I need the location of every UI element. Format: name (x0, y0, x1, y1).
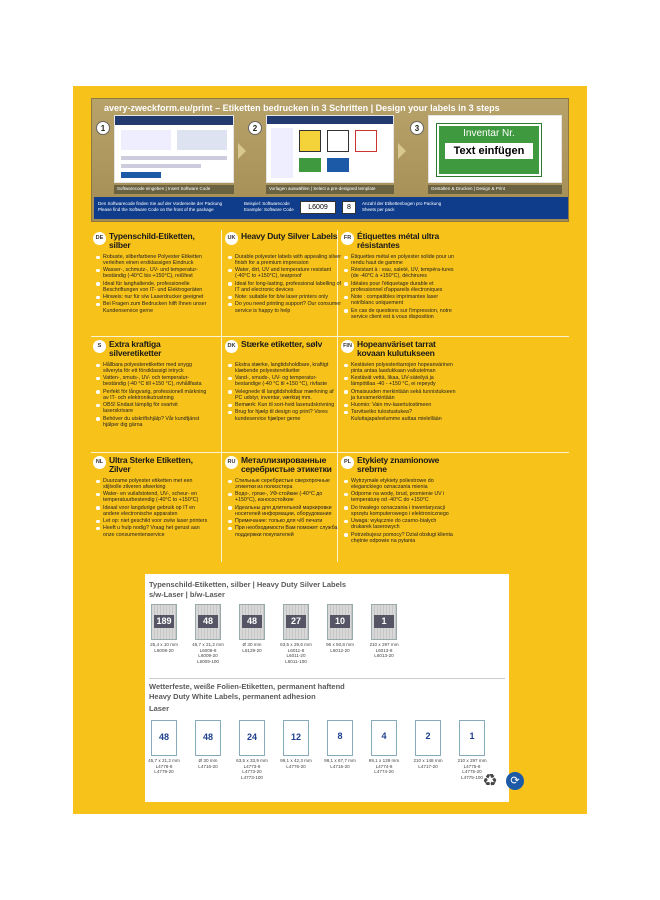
language-badge: DE (93, 232, 106, 245)
label-sheet (239, 720, 265, 756)
list-item: Kestävät vettä, likaa, UV-säteilyä ja lämpötilaa -40 - +150 °C, ei repeydy (343, 375, 457, 387)
list-item: Bei Fragen zum Bedrucken hilft Ihnen unser Kundenservice gerne (95, 301, 209, 313)
label-line-1: Inventar Nr. (463, 128, 515, 139)
feature-list (95, 362, 209, 429)
product-code: 99,1 x 67,7 mm L4715-20 (324, 758, 356, 769)
feature-list (227, 478, 341, 539)
label-line-2: Text einfügen (445, 143, 533, 159)
list-item: Behöver du utskriftshjälp? Vår kundtjänst hjälper dig gärna (95, 416, 209, 428)
list-item: Vatten-, smuts-, UV- och temperatur-beständig (-40 °C till +150 °C), rivhållfasta (95, 375, 209, 387)
step-3-number: 3 (410, 121, 424, 135)
label-sheet (415, 720, 441, 756)
section-title: Hopeanväriset tarrat kovaan kulutukseen (357, 339, 436, 358)
product-code: 63,5 x 33,9 mm L4773-8 L4773-20 L4773-100 (236, 758, 268, 780)
list-item: Водо-, грязе-, УФ-стойкие (-40°C до +150°C), износостойкие (227, 491, 341, 503)
list-item: Potrzebujesz pomocy? Dział obsługi klienta chętnie odpowie na pytania (343, 532, 457, 544)
section-fin (341, 340, 457, 450)
product-code: 99,1 x 42,3 mm L4776-20 (280, 758, 312, 769)
white-range-title: Wetterfeste, weiße Folien-Etiketten, permanent haftend (149, 682, 345, 691)
software-code-bar (94, 197, 568, 219)
row-divider (91, 336, 569, 337)
section-nl (93, 456, 209, 562)
labels-per-sheet: 8 (330, 730, 350, 743)
section-title: Heavy Duty Silver Labels (241, 231, 338, 241)
section-title: Etykiety znamionowe srebrne (357, 455, 440, 474)
step-3-screenshot (428, 115, 562, 183)
list-item: Bemærk: Kun til sort-hvid laserudskrivning (227, 402, 341, 408)
list-item: Ideal for long-lasting, professional labelling of IT and electronic devices (227, 281, 341, 293)
banner-heading: – Etiketten bedrucken in 3 Schritten | Design your labels in 3 steps (215, 103, 500, 113)
list-item: Huomio: Vain mv-lasertulostimeen (343, 402, 457, 408)
list-item: При необходимости Вам поможет служба поддержки покупателей (227, 525, 341, 537)
section-title: Extra kraftiga silveretiketter (109, 339, 162, 358)
list-item: Note : compatibles imprimantes laser noir/blanc uniquement (343, 294, 457, 306)
list-item: Идеальны для длительной маркировки носителей информации, оборудования (227, 505, 341, 517)
labels-per-sheet: 27 (286, 615, 306, 628)
labels-per-sheet: 189 (154, 615, 174, 628)
list-item: Heeft u hulp nodig? Vraag het gerust aan onze consumentenservice (95, 525, 209, 537)
section-title: Typenschild-Etiketten, silber (109, 231, 195, 250)
feature-list (95, 478, 209, 539)
section-uk (225, 232, 341, 334)
section-title: Ultra Sterke Etiketten, Zilver (109, 455, 193, 474)
list-item: Water, dirt, UV and temperature resistant (-40°C to +150°C), tearproof (227, 267, 341, 279)
chevron-right-icon (398, 143, 406, 159)
labels-per-sheet: 48 (242, 615, 262, 628)
list-item: Idéales pour l'étiquetage durable et professionnel d'appareils électroniques (343, 281, 457, 293)
language-badge: FR (341, 232, 354, 245)
list-item: Vand-, smuds-, UV- og temperatur-bestandige (-40 °C til +150 °C), rivfaste (227, 375, 341, 387)
section-fr (341, 232, 457, 334)
section-de (93, 232, 209, 334)
product-code: 45,7 x 21,2 mm L4778-8 L4778-20 (148, 758, 180, 775)
language-badge: FIN (341, 340, 354, 353)
step-2-number: 2 (248, 121, 262, 135)
product-code: Ø 30 mm L4716-20 (198, 758, 218, 769)
label-sheet (459, 720, 485, 756)
step-1-screenshot (114, 115, 234, 183)
list-item: OBS! Endast lämplig för svartvit laserskrivare (95, 402, 209, 414)
recycle-icon: ♻ (482, 771, 498, 790)
white-range-title-en: Heavy Duty White Labels, permanent adhesion (149, 692, 316, 701)
feature-list (227, 254, 341, 315)
white-range-subtitle: Laser (149, 704, 170, 713)
step-1-caption: Softwarecode eingeben | Insert Software Code (114, 185, 234, 194)
list-item: Do trwałego oznaczania i inwentaryzacji sprzętu komputerowego i elektronicznego (343, 505, 457, 517)
section-title: Металлизированные серебристые этикетки (241, 455, 332, 474)
section-title: Étiquettes métal ultra résistantes (357, 231, 440, 250)
language-badge: PL (341, 456, 354, 469)
product-code: 210 x 148 mm L4717-20 (413, 758, 443, 769)
list-item: Étiquettes métal en polyester solide pour un rendu haut de gamme (343, 254, 457, 266)
label-sheet (151, 604, 177, 640)
product-code: 63,5 x 29,6 mm L6011-8 L6011-20 L6011-100 (280, 642, 312, 664)
label-sheet (327, 720, 353, 756)
banner-title (104, 103, 500, 113)
list-item: Omaisuuden merkintään sekä tunnistukseen ja turvamerkintään (343, 389, 457, 401)
product-code: 96 x 50,8 mm L6012-20 (326, 642, 354, 653)
product-code: 45,7 x 21,2 mm L6009-8 L6009-20 L6009-100 (192, 642, 224, 664)
code-hint-right: Anzahl der Etikettenbogen pro Packung Sheets per pack (362, 201, 442, 212)
product-code: 25,4 x 10 mm L6008-20 (150, 642, 178, 653)
list-item: Ideaal voor langdurige gebruik op IT en andere electronische apparaten (95, 505, 209, 517)
list-item: Tarvitsetko tulostustukea? Kuluttajapalvelumme auttaa mielellään (343, 409, 457, 421)
list-item: Water- en vuilafstotend, UV-, scheur- en temperatuurbestendig (-40°C to +150°C) (95, 491, 209, 503)
product-code: 210 x 297 mm L4775-8 L4775-20 L4775-100 (457, 758, 487, 780)
row-divider (91, 452, 569, 453)
label-sheet (151, 720, 177, 756)
label-sheet (327, 604, 353, 640)
list-item: Hållbara polyesteretiketter med snygg silveryta för ett förstklassigt intryck (95, 362, 209, 374)
label-sheet (283, 720, 309, 756)
label-sheet (239, 604, 265, 640)
product-code: 210 x 297 mm L6013-8 L6013-20 (369, 642, 399, 659)
step-1-number: 1 (96, 121, 110, 135)
list-item: Brug for hjælp til design og print? Vores kundeservice hjælper gerne (227, 409, 341, 421)
list-item: Стильные серебристые сверхпрочные этикетки из полиэстера (227, 478, 341, 490)
banner-url[interactable]: avery-zweckform.eu/print (104, 103, 213, 113)
feature-list (95, 254, 209, 315)
list-item: Ekstra stærke, langtidsholdbare, kraftigt klæbende polyesteretiketter (227, 362, 341, 374)
asset-label-preview (437, 124, 541, 176)
language-badge: UK (225, 232, 238, 245)
language-badge: DK (225, 340, 238, 353)
language-badge: S (93, 340, 106, 353)
labels-per-sheet: 24 (242, 731, 262, 744)
sheets-per-pack-value: 8 (342, 201, 356, 214)
section-pl (341, 456, 457, 562)
product-code: 99,1 x 139 mm L4774-8 L4774-20 (368, 758, 400, 775)
code-hint-mid: Beispiel: Softwarecode Example: Software Code (244, 201, 294, 212)
list-item: Kestävien polyesteritarrojen hopeanvärinen pinta antaa laadukkaan vaikutelman (343, 362, 457, 374)
list-item: Uwaga: wyłącznie do czarno-białych drukarek laserowych (343, 518, 457, 530)
print-steps-banner (91, 98, 569, 222)
list-item: Robuste, silberfarbene Polyester Etiketten verleihen einen erstklassigen Eindruck (95, 254, 209, 266)
label-sheet (371, 604, 397, 640)
labels-per-sheet: 12 (286, 731, 306, 744)
labels-per-sheet: 10 (330, 615, 350, 628)
labels-per-sheet: 48 (198, 731, 218, 744)
silver-range-title: Typenschild-Etiketten, silber | Heavy Duty Silver Labels (149, 580, 347, 589)
language-badge: RU (225, 456, 238, 469)
list-item: En cas de questions sur l'impression, notre service client est à vous disposition (343, 308, 457, 320)
list-item: Duurzame polyester etiketten met een stijlvolle zilveren afwerking (95, 478, 209, 490)
labels-per-sheet: 48 (198, 615, 218, 628)
list-item: Let op: niet geschikt voor zw/w laser printers (95, 518, 209, 524)
labels-per-sheet: 4 (374, 730, 394, 743)
label-sheet (283, 604, 309, 640)
labels-per-sheet: 2 (418, 730, 438, 743)
green-dot-icon: ⟳ (506, 772, 524, 790)
feature-list (343, 254, 457, 321)
list-item: Velegnede til langtidsholdbar mærkning af PC udstyr, inventar, værktøj mm. (227, 389, 341, 401)
chevron-right-icon (238, 143, 246, 159)
feature-list (343, 478, 457, 545)
list-item: Perfekt för långvarig, professionell märkning av IT- och elektronikutrustning (95, 389, 209, 401)
labels-per-sheet: 1 (462, 730, 482, 743)
code-hint-left: Den Softwarecode finden Sie auf der Vorderseite der Packung Please find the Software Code on the front of the package (98, 201, 223, 212)
label-sheet (195, 604, 221, 640)
list-item: Примечание: только для ч/б печати (227, 518, 341, 524)
section-ru (225, 456, 341, 562)
list-item: Odporne na wodę, brud, promienie UV i temperaturę od -40°C do +150°C (343, 491, 457, 503)
list-item: Wytrzymałe etykiety poliestrowe do eleganckiego oznaczania mienia (343, 478, 457, 490)
software-code-value: L6009 (300, 201, 336, 214)
list-item: Note: suitable for b/w laser printers only (227, 294, 341, 300)
column-divider (221, 230, 222, 562)
list-item: Hinweis: nur für s/w Laserdrucker geeignet (95, 294, 209, 300)
feature-list (343, 362, 457, 423)
language-badge: NL (93, 456, 106, 469)
list-item: Durable polyester labels with appealing silver finish for a premium impression (227, 254, 341, 266)
section-title: Stærke etiketter, sølv (241, 339, 323, 349)
list-item: Ideal für langhaltende, professionelle Beschriftungen von IT- und Elektrogeräten (95, 281, 209, 293)
product-code: Ø 30 mm L6129-20 (242, 642, 262, 653)
silver-range-subtitle: s/w-Laser | b/w-Laser (149, 590, 225, 599)
feature-list (227, 362, 341, 423)
step-2-caption: Vorlagen auswählen | Select a pre-designed template (266, 185, 394, 194)
step-3-caption: Gestalten & Drucken | Design & Print (428, 185, 562, 194)
labels-per-sheet: 1 (374, 615, 394, 628)
divider (149, 678, 505, 679)
list-item: Wasser-, schmutz-, UV- und temperatur-beständig (-40°C bis +150°C), reißfest (95, 267, 209, 279)
labels-per-sheet: 48 (154, 731, 174, 744)
label-sheet (195, 720, 221, 756)
step-2-screenshot (266, 115, 394, 183)
product-range-panel (145, 574, 509, 802)
list-item: Résistant à : eau, saleté, UV, tempéra-tures (de -40°C à +150°C), déchirures (343, 267, 457, 279)
label-sheet (371, 720, 397, 756)
section-dk (225, 340, 341, 450)
section-s (93, 340, 209, 450)
list-item: Do you need printing support? Our consumer service is happy to help (227, 301, 341, 313)
